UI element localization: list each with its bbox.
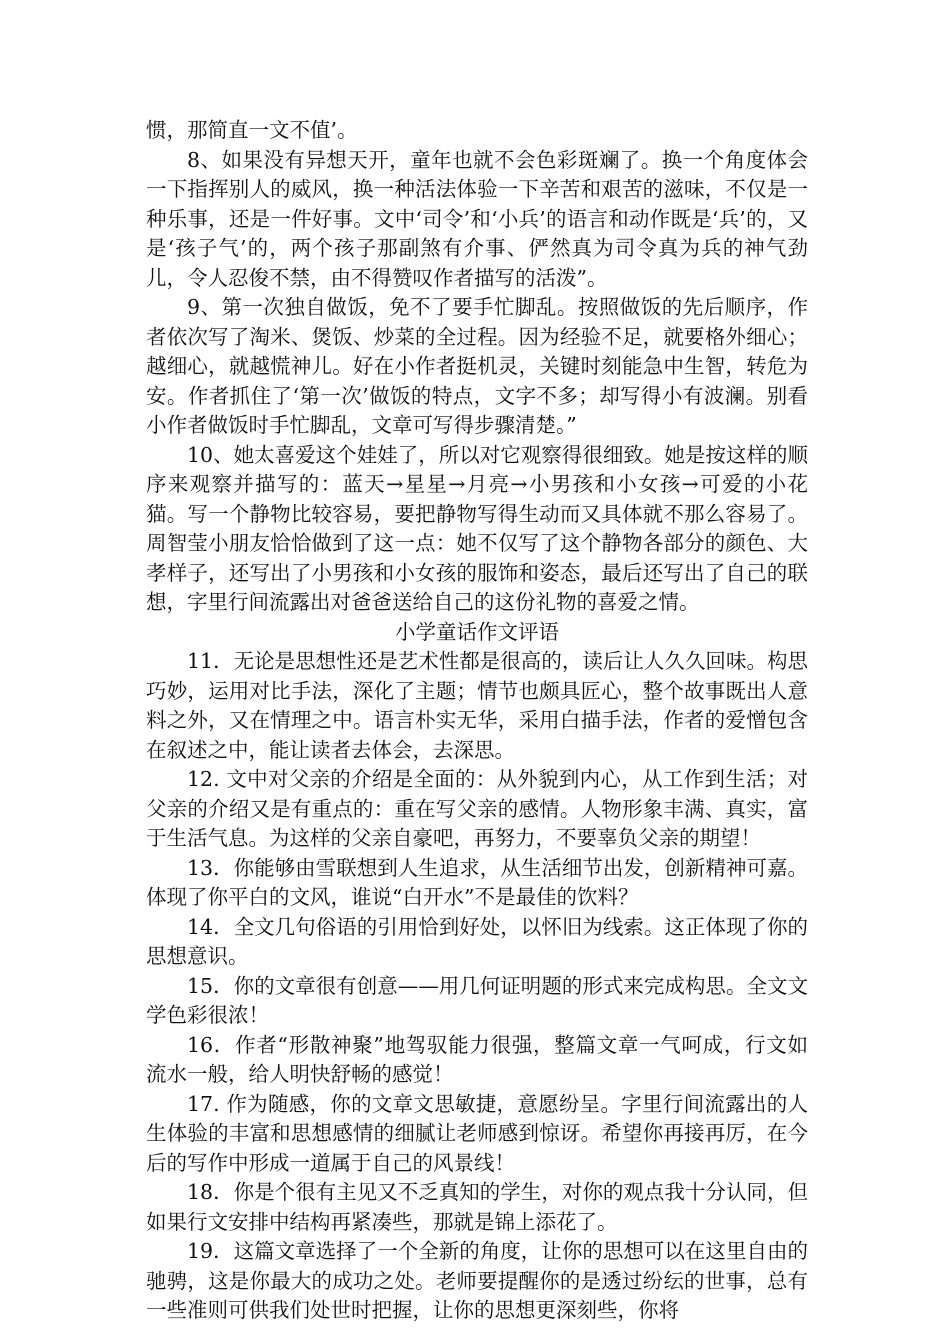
comment-paragraph-14: 14．全文几句俗语的引用恰到好处，以怀旧为线索。这正体现了你的思想意识。 [146,914,808,968]
comment-paragraph-10: 10、她太喜爱这个娃娃了，所以对它观察得很细致。她是按这样的顺序来观察并描写的：蓝天→星星→月亮→小男孩和小女孩→可爱的小花猫。写一个静物比较容易，要把静物写得生动而又具体就不那么容易了。周智莹小朋友恰恰做到了这一点：她不仅写了这个静物各部分的颜色、大孝样子，还写出了小男孩和小女孩的服饰和姿态，最后还写出了自己的联想，字里行间流露出对爸爸送给自己的这份礼物的喜爱之情。 [146,442,808,614]
comment-paragraph-9: 9、第一次独自做饭，免不了要手忙脚乱。按照做饭的先后顺序，作者依次写了淘米、煲饭、炒菜的全过程。因为经验不足，就要格外细心；越细心，就越慌神儿。好在小作者挺机灵，关键时刻能急中生智，转危为安。作者抓住了‘第一次’做饭的特点，文字不多；却写得小有波澜。别看小作者做饭时手忙脚乱，文章可写得步骤清楚。” [146,295,808,437]
comment-paragraph-18: 18．你是个很有主见又不乏真知的学生，对你的观点我十分认同，但如果行文安排中结构再紧凑些，那就是锦上添花了。 [146,1180,808,1234]
comment-paragraph-17: 17. 作为随感，你的文章文思敏捷，意愿纷呈。字里行间流露出的人生体验的丰富和思想感情的细腻让老师感到惊讶。希望你再接再厉，在今后的写作中形成一道属于自己的风景线！ [146,1091,808,1175]
document-page [146,116,808,1326]
intro-fragment: 惯，那简直一文不值’。 [146,118,358,142]
comment-paragraph-12: 12. 文中对父亲的介绍是全面的：从外貌到内心，从工作到生活；对父亲的介绍又是有重点的：重在写父亲的感情。人物形象丰满、真实，富于生活气息。为这样的父亲自豪吧，再努力，不要辜负父亲的期望！ [146,767,808,850]
comment-paragraph-19: 19．这篇文章选择了一个全新的角度，让你的思想可以在这里自由的驰骋，这是你最大的成功之处。老师要提醒你的是透过纷纭的世事，总有一些准则可供我们处世时把握，让你的思想更深刻些，你将 [146,1239,808,1322]
comment-paragraph-13: 13．你能够由雪联想到人生追求，从生活细节出发，创新精神可嘉。体现了你平白的文风，谁说“白开水”不是最佳的饮料？ [146,855,808,909]
comment-paragraph-8: 8、如果没有异想天开，童年也就不会色彩斑斓了。换一个角度体会一下指挥别人的威风，换一种活法体验一下辛苦和艰苦的滋味，不仅是一种乐事，还是一件好事。文中‘司令’和‘小兵’的语言和动作既是‘兵’的，又是‘孩子气’的，两个孩子那副煞有介事、俨然真为司令真为兵的神气劲儿，令人忍俊不禁，由不得赞叹作者描写的活泼”。 [146,147,808,290]
comment-paragraph-11: 11．无论是思想性还是艺术性都是很高的，读后让人久久回味。构思巧妙，运用对比手法，深化了主题；情节也颇具匠心，整个故事既出人意料之外，又在情理之中。语言朴实无华，采用白描手法，作者的爱憎包含在叙述之中，能让读者去体会，去深思。 [146,649,808,762]
section-heading: 小学童话作文评语 [395,619,559,644]
comment-paragraph-15: 15．你的文章很有创意——用几何证明题的形式来完成构思。全文文学色彩很浓！ [146,973,808,1027]
comment-paragraph-16: 16．作者“形散神聚”地驾驭能力很强，整篇文章一气呵成，行文如流水一般，给人明快舒畅的感觉！ [146,1032,808,1086]
